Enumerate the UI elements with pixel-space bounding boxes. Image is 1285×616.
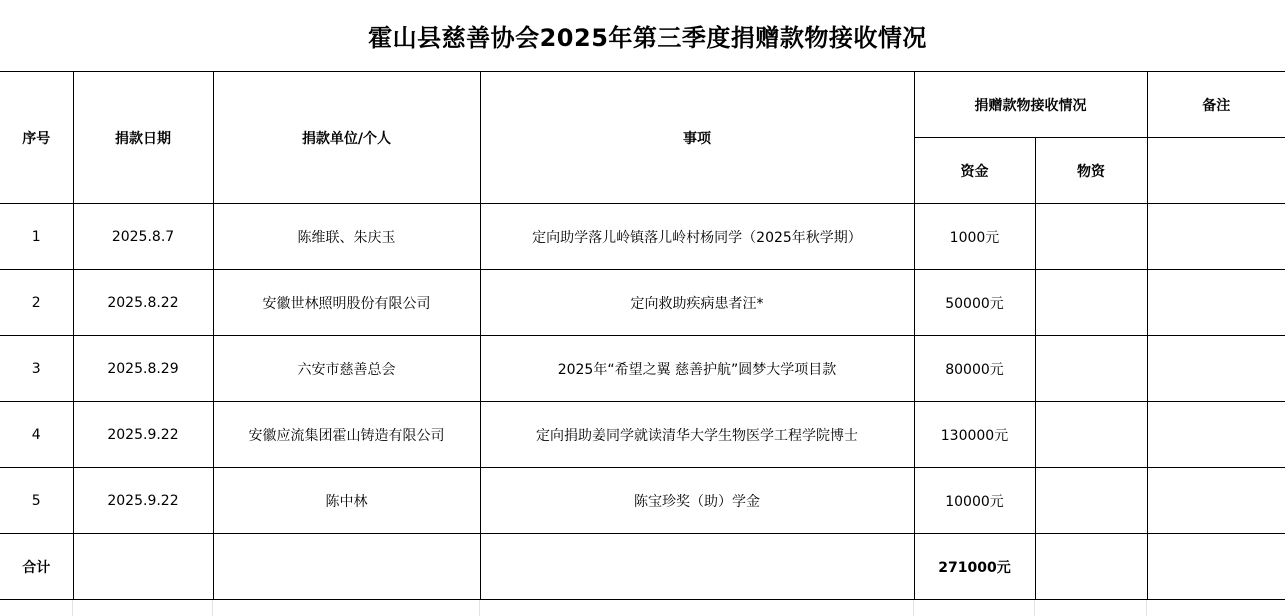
cell-remark[interactable] (1147, 270, 1285, 336)
cell-seq[interactable]: 5 (0, 468, 73, 534)
cell-matter[interactable]: 陈宝珍奖（助）学金 (480, 468, 914, 534)
header-matter[interactable]: 事项 (480, 72, 914, 204)
cell-funds[interactable]: 50000元 (914, 270, 1035, 336)
cell-donor[interactable]: 安徽世林照明股份有限公司 (213, 270, 480, 336)
header-remark[interactable]: 备注 (1147, 72, 1285, 138)
table-row (0, 468, 1285, 534)
cell-donor[interactable]: 安徽应流集团霍山铸造有限公司 (213, 402, 480, 468)
total-blank-donor[interactable] (213, 534, 480, 600)
cell-date[interactable]: 2025.8.22 (73, 270, 213, 336)
donation-table (0, 71, 1285, 600)
cell-funds[interactable]: 1000元 (914, 204, 1035, 270)
header-remark-blank[interactable] (1147, 138, 1285, 204)
sheet-title-cell[interactable] (0, 0, 1285, 72)
total-label[interactable]: 合计 (0, 534, 73, 600)
total-blank-goods[interactable] (1035, 534, 1147, 600)
cell-remark[interactable] (1147, 402, 1285, 468)
cell-remark[interactable] (1147, 468, 1285, 534)
table-row (0, 204, 1285, 270)
sheet-title: 霍山县慈善协会2025年第三季度捐赠款物接收情况 (368, 24, 927, 52)
cell-matter[interactable]: 定向助学落儿岭镇落儿岭村杨同学（2025年秋学期） (480, 204, 914, 270)
total-funds[interactable]: 271000元 (914, 534, 1035, 600)
header-donor[interactable]: 捐款单位/个人 (213, 72, 480, 204)
cell-matter[interactable]: 定向捐助姜同学就读清华大学生物医学工程学院博士 (480, 402, 914, 468)
header-goods[interactable]: 物资 (1035, 138, 1147, 204)
cell-donor[interactable]: 陈维联、朱庆玉 (213, 204, 480, 270)
cell-remark[interactable] (1147, 336, 1285, 402)
table-row (0, 336, 1285, 402)
total-blank-matter[interactable] (480, 534, 914, 600)
table-row (0, 270, 1285, 336)
cell-funds[interactable]: 80000元 (914, 336, 1035, 402)
cell-matter[interactable]: 2025年“希望之翼 慈善护航”圆梦大学项目款 (480, 336, 914, 402)
cell-date[interactable]: 2025.9.22 (73, 402, 213, 468)
total-blank-remark[interactable] (1147, 534, 1285, 600)
cell-date[interactable]: 2025.9.22 (73, 468, 213, 534)
header-funds[interactable]: 资金 (914, 138, 1035, 204)
cell-goods[interactable] (1035, 468, 1147, 534)
cell-donor[interactable]: 陈中林 (213, 468, 480, 534)
cell-seq[interactable]: 2 (0, 270, 73, 336)
empty-sheet-row[interactable] (0, 600, 1285, 616)
cell-goods[interactable] (1035, 270, 1147, 336)
header-receipt-group[interactable]: 捐赠款物接收情况 (914, 72, 1147, 138)
header-seq[interactable]: 序号 (0, 72, 73, 204)
cell-funds[interactable]: 130000元 (914, 402, 1035, 468)
cell-remark[interactable] (1147, 204, 1285, 270)
cell-goods[interactable] (1035, 204, 1147, 270)
cell-date[interactable]: 2025.8.29 (73, 336, 213, 402)
total-blank-date[interactable] (73, 534, 213, 600)
table-row (0, 402, 1285, 468)
cell-funds[interactable]: 10000元 (914, 468, 1035, 534)
cell-goods[interactable] (1035, 402, 1147, 468)
total-row (0, 534, 1285, 600)
header-row-1 (0, 72, 1285, 138)
cell-seq[interactable]: 1 (0, 204, 73, 270)
cell-donor[interactable]: 六安市慈善总会 (213, 336, 480, 402)
cell-matter[interactable]: 定向救助疾病患者汪* (480, 270, 914, 336)
cell-seq[interactable]: 3 (0, 336, 73, 402)
cell-seq[interactable]: 4 (0, 402, 73, 468)
header-date[interactable]: 捐款日期 (73, 72, 213, 204)
cell-goods[interactable] (1035, 336, 1147, 402)
cell-date[interactable]: 2025.8.7 (73, 204, 213, 270)
